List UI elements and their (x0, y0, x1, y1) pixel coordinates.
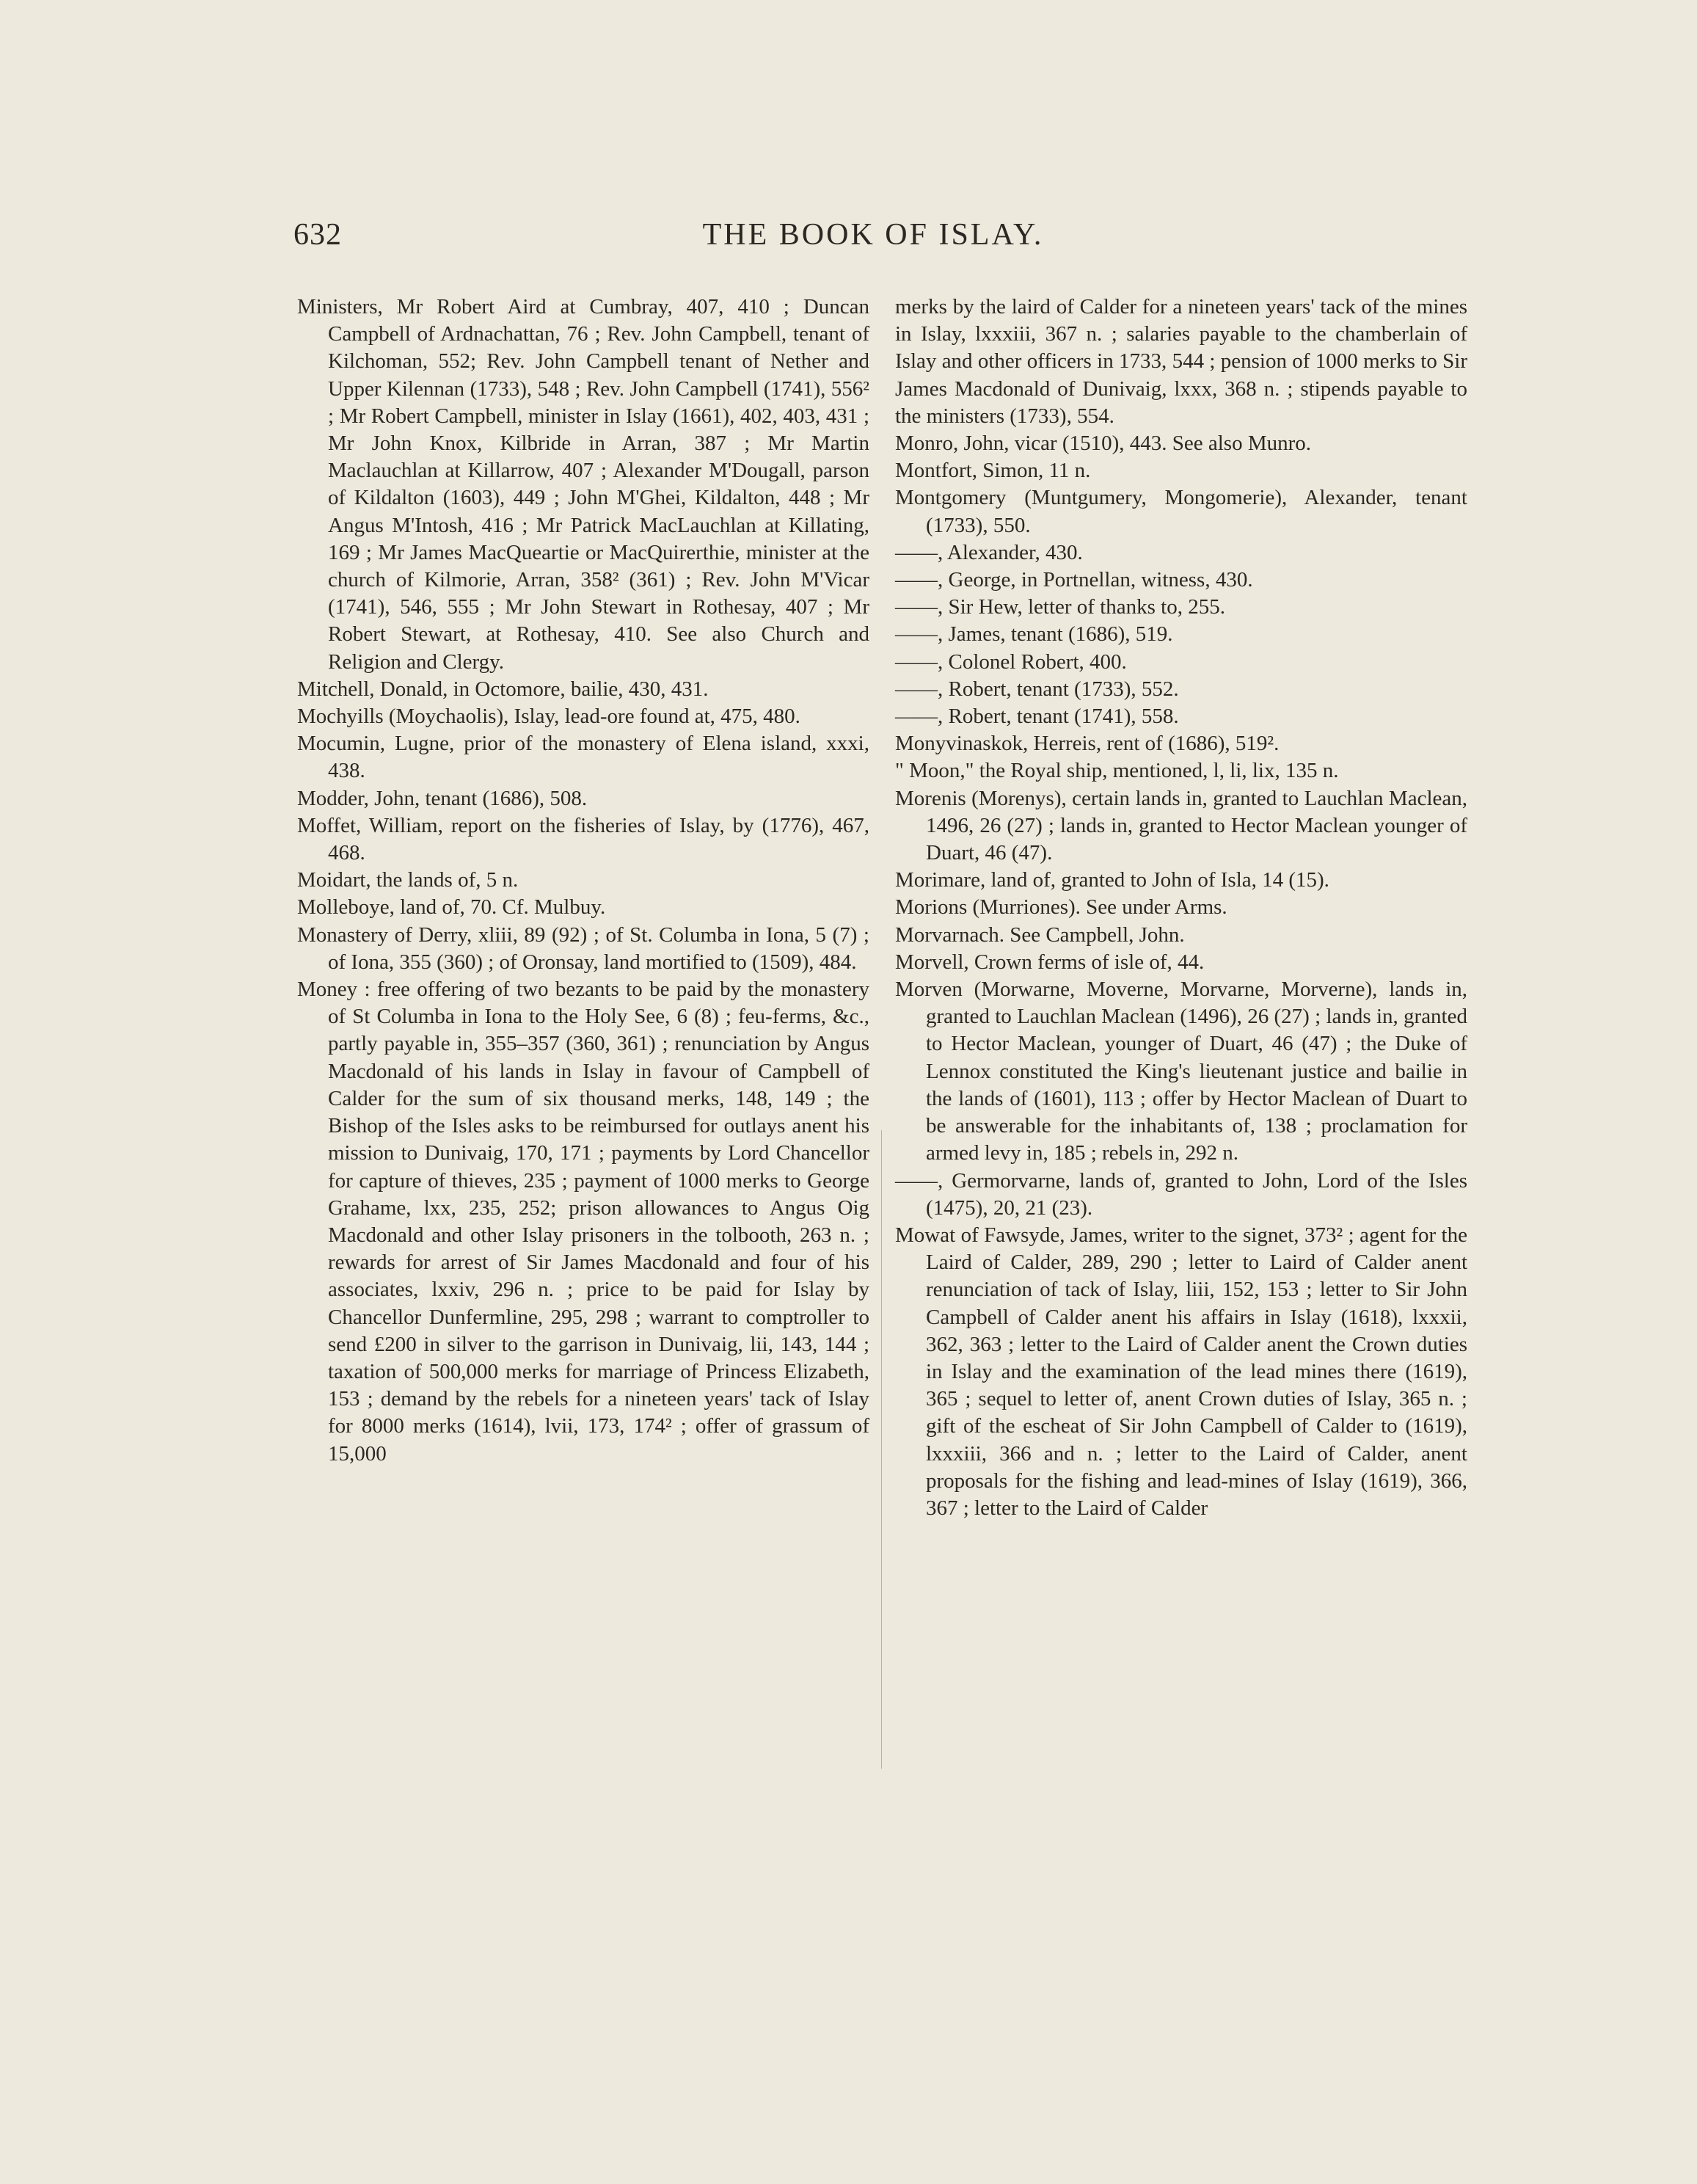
index-entry: ——, Alexander, 430. (895, 540, 1083, 564)
index-entry: Mitchell, Donald, in Octomore, bailie, 430, 431. (297, 677, 709, 701)
index-entry: ——, Robert, tenant (1741), 558. (895, 705, 1179, 729)
index-entry: Monastery of Derry, xliii, 89 (92) ; of St. Columba in Iona, 5 (7) ; of Iona, 355 (360) ; of Oronsay, land mortified to (1509), 484. (297, 922, 869, 974)
index-entry: ——, Sir Hew, letter of thanks to, 255. (895, 595, 1225, 619)
index-entry: Money : free offering of two bezants to be paid by the monastery of St Columba in Iona to the Holy See, 6 (8) ; feu-ferms, &c., partly payable in, 355–357 (360, 361) ; renunciation by Angus Macdonald of his lands in Islay in favour of Campbell of Calder for the sum of six thousand merks, 148, 149 ; the Bishop of the Isles asks to be reimbursed for outlays anent his mission to Dunivaig, 170, 171 ; payments by Lord Chancellor for capture of thieves, 235 ; payment of 1000 merks to George Grahame, lxx, 235, 252; prison allowances to Angus Oig Macdonald and other Islay prisoners in the tolbooth, 263 n. ; rewards for arrest of Sir James Macdonald and four of his associates, lxxiv, 296 n. ; price to be paid for Islay by Chancellor Dunfermline, 295, 298 ; warrant to comptroller to send £200 in silver to the garrison in Dunivaig, lii, 143, 144 ; taxation of 500,000 merks for marriage of Princess Elizabeth, 153 ; demand by the rebels for a nineteen years' tack of Islay for 8000 merks (1614), lvii, 173, 174² ; offer of grassum of 15,000 (297, 978, 869, 1466)
index-entry: Mowat of Fawsyde, James, writer to the signet, 373² ; agent for the Laird of Calder, 289, 290 ; letter to Laird of Calder anent renunciation of tack of Islay, liii, 152, 153 ; letter to Sir John Campbell of Calder anent his affairs in Islay (1618), lxxxii, 362, 363 ; letter to the Laird of Calder anent the Crown duties in Islay and the examination of the lead mines there (1619), 365 ; sequel to letter of, anent Crown duties of Islay, 365 n. ; gift of the escheat of Sir John Campbell of Calder to (1619), lxxxiii, 366 and n. ; letter to the Laird of Calder, anent proposals for the fishing and lead-mines of Islay (1619), 366, 367 ; letter to the Laird of Calder (895, 1223, 1467, 1520)
index-entry: ——, Germorvarne, lands of, granted to John, Lord of the Isles (1475), 20, 21 (23). (895, 1168, 1467, 1220)
index-entry: Morvell, Crown ferms of isle of, 44. (895, 950, 1205, 974)
index-entry: ——, Robert, tenant (1733), 552. (895, 677, 1179, 701)
index-entry: Monro, John, vicar (1510), 443. See also Munro. (895, 432, 1312, 456)
index-entry-continued: merks by the laird of Calder for a nineteen years' tack of the mines in Islay, lxxxiii, 367 n. ; salaries payable to the chamberlain of Islay and other officers in 1733, 544 ; pension of 1000 merks to Sir James Macdonald of Dunivaig, lxxx, 368 n. ; stipends payable to the ministers (1733), 554. (895, 295, 1467, 428)
index-entry: Morimare, land of, granted to John of Isla, 14 (15). (895, 868, 1329, 892)
page-number: 632 (293, 218, 342, 252)
index-entry: Modder, John, tenant (1686), 508. (297, 786, 588, 810)
index-entry: Ministers, Mr Robert Aird at Cumbray, 407, 410 ; Duncan Campbell of Ardnachattan, 76 ; Rev. John Campbell, tenant of Kilchoman, 552; Rev. John Campbell tenant of Nether and Upper Kilennan (1733), 548 ; Rev. John Campbell (1741), 556² ; Mr Robert Campbell, minister in Islay (1661), 402, 403, 431 ; Mr John Knox, Kilbride in Arran, 387 ; Mr Martin Maclauchlan at Killarrow, 407 ; Alexander M'Dougall, parson of Kildalton (1603), 449 ; John M'Ghei, Kildalton, 448 ; Mr Angus M'Intosh, 416 ; Mr Patrick MacLauchlan at Killating, 169 ; Mr James MacQueartie or MacQuirerthie, minister at the church of Kilmorie, Arran, 358² (361) ; Rev. John M'Vicar (1741), 546, 555 ; Mr John Stewart in Rothesay, 407 ; Mr Robert Stewart, at Rothesay, 410. See also Church and Religion and Clergy. (297, 295, 869, 674)
index-entry: Moffet, William, report on the fisheries of Islay, by (1776), 467, 468. (297, 813, 869, 865)
index-entry: ——, George, in Portnellan, witness, 430. (895, 568, 1253, 592)
index-entry: Morven (Morwarne, Moverne, Morvarne, Morverne), lands in, granted to Lauchlan Maclean (1496), 26 (27) ; lands in, granted to Hector Maclean, younger of Duart, 46 (47) ; the Duke of Lennox constituted the King's lieutenant justice and bailie in the lands of (1601), 113 ; offer by Hector Maclean of Duart to be answerable for the inhabitants of, 138 ; proclamation for armed levy in, 185 ; rebels in, 292 n. (895, 978, 1467, 1165)
index-entry: Monyvinaskok, Herreis, rent of (1686), 519². (895, 732, 1280, 756)
index-entry: Morvarnach. See Campbell, John. (895, 922, 1185, 947)
index-entry: Morenis (Morenys), certain lands in, granted to Lauchlan Maclean, 1496, 26 (27) ; lands in, granted to Hector Maclean younger of Duart, 46 (47). (895, 786, 1467, 865)
index-entry: Molleboye, land of, 70. Cf. Mulbuy. (297, 895, 606, 920)
index-entry: " Moon," the Royal ship, mentioned, l, li, lix, 135 n. (895, 759, 1339, 783)
index-entry: ——, James, tenant (1686), 519. (895, 622, 1173, 647)
index-entry: Montgomery (Muntgumery, Mongomerie), Alexander, tenant (1733), 550. (895, 486, 1467, 537)
page-header (293, 217, 1453, 261)
index-entry: Mochyills (Moychaolis), Islay, lead-ore found at, 475, 480. (297, 705, 800, 729)
index-entry: ——, Colonel Robert, 400. (895, 649, 1127, 674)
running-title: THE BOOK OF ISLAY. (702, 218, 1044, 252)
index-entry: Morions (Murriones). See under Arms. (895, 895, 1227, 920)
column-divider (881, 1130, 882, 1769)
index-entry: Montfort, Simon, 11 n. (895, 459, 1091, 483)
index-column-right (895, 294, 1467, 1522)
index-column-left (297, 294, 869, 1468)
index-entry: Mocumin, Lugne, prior of the monastery of Elena island, xxxi, 438. (297, 732, 869, 783)
index-entry: Moidart, the lands of, 5 n. (297, 868, 519, 892)
